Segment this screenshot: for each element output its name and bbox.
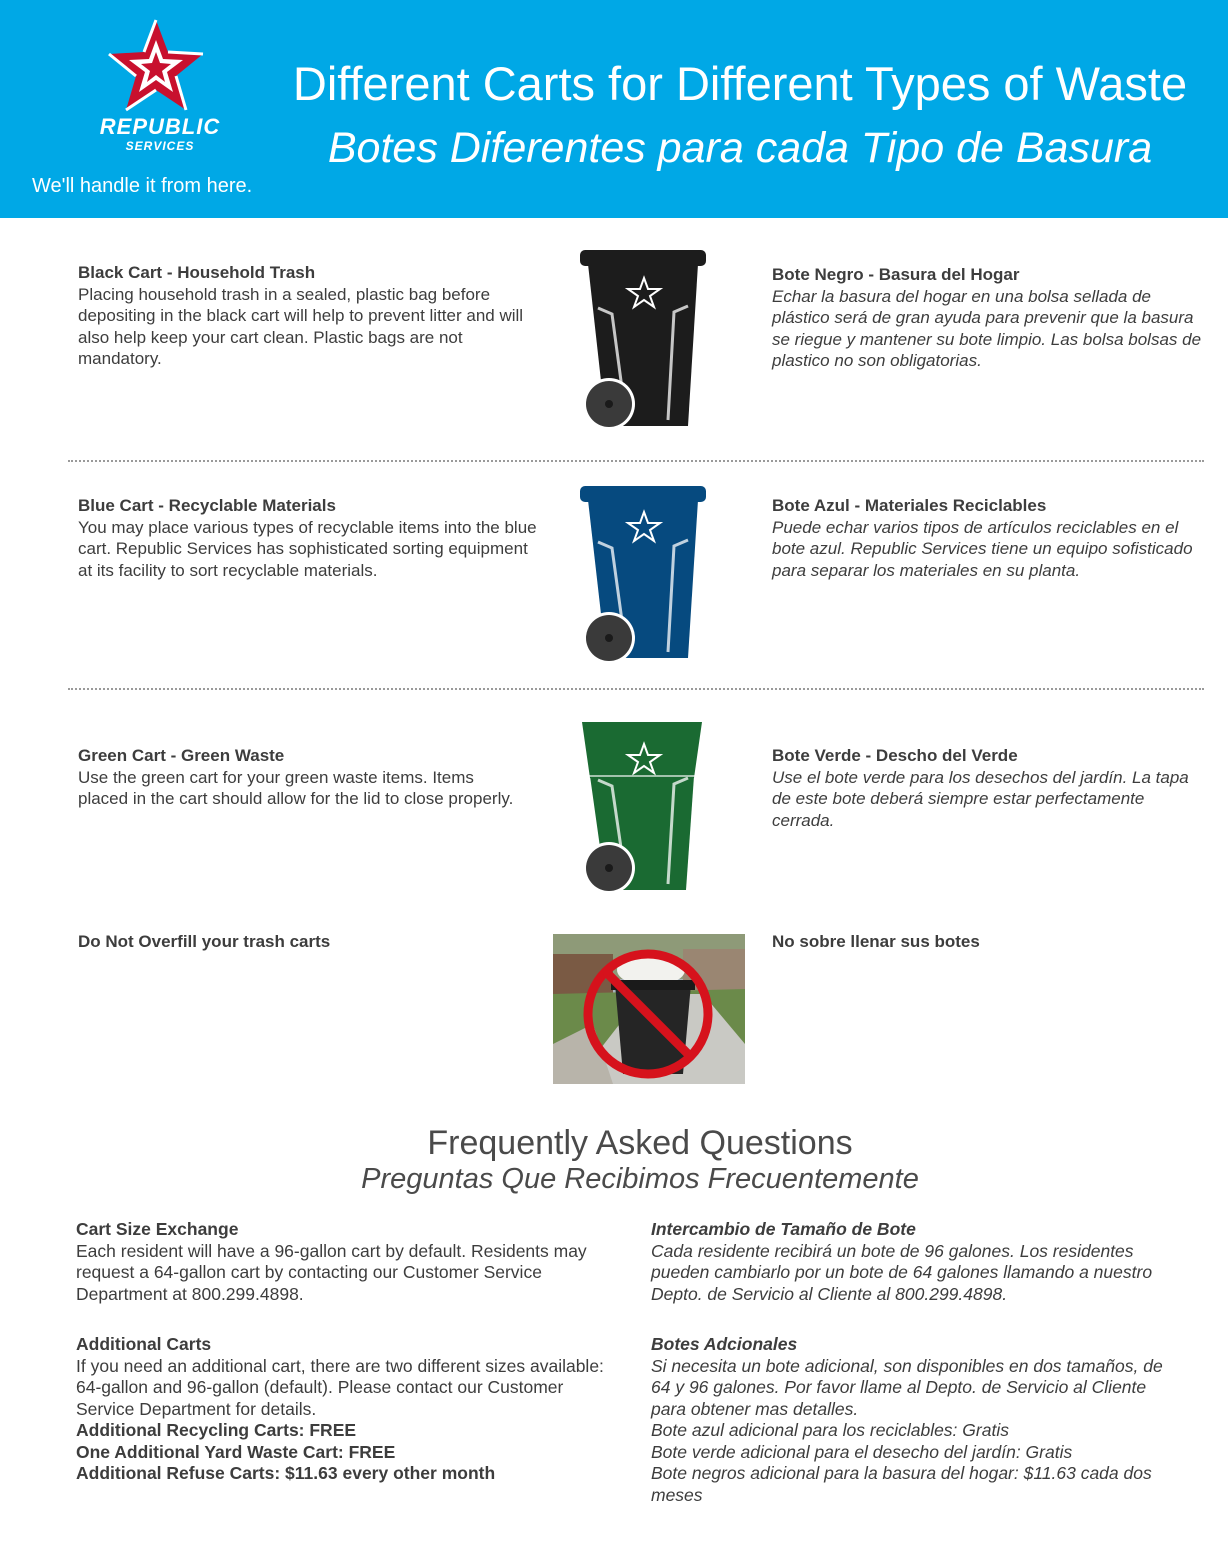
black-cart-heading: Black Cart - Household Trash <box>78 263 316 282</box>
pricing-line: One Additional Yard Waste Cart: FREE <box>76 1441 396 1462</box>
star-logo-icon <box>106 18 206 113</box>
blue-cart-image <box>576 484 710 666</box>
faq-body-es: Si necesita un bote adicional, son disponibles en dos tamaños, de 64 y 96 galones. Por favor llame al Depto. de Servicio al Cliente para obtener mas detalles. <box>651 1355 1163 1419</box>
black-cart-heading-es: Bote Negro - Basura del Hogar <box>772 265 1020 284</box>
faq-heading-es: Botes Adcionales <box>651 1334 798 1354</box>
faq-cart-size-exchange-es <box>651 1219 1181 1305</box>
pricing-line: Additional Recycling Carts: FREE <box>76 1420 357 1440</box>
green-cart-heading: Green Cart - Green Waste <box>78 746 285 765</box>
faq-additional-carts <box>76 1334 606 1485</box>
faq-cart-size-exchange <box>76 1219 606 1305</box>
brand-sub: SERVICES <box>125 139 195 153</box>
section-divider <box>68 460 1204 462</box>
faq-body: Each resident will have a 96-gallon cart by default. Residents may request a 64-gallon cart by contacting our Customer Service Department at 800.299.4898. <box>76 1240 587 1304</box>
blue-cart-heading: Blue Cart - Recyclable Materials <box>78 496 336 515</box>
section-divider <box>68 688 1204 690</box>
green-cart-english <box>78 745 518 810</box>
faq-additional-carts-es <box>651 1334 1181 1506</box>
faq-title: Frequently Asked Questions <box>427 1124 853 1162</box>
blue-cart-spanish <box>772 495 1207 581</box>
faq-body-es: Cada residente recibirá un bote de 96 galones. Los residentes pueden cambiarlo por un bote de 64 galones llamando a nuestro Depto. de Servicio al Cliente al 800.299.4898. <box>651 1240 1153 1304</box>
page-title-spanish: Botes Diferentes para cada Tipo de Basura <box>327 124 1153 172</box>
black-cart-body-es: Echar la basura del hogar en una bolsa sellada de plástico será de gran ayuda para prevenir que la basura se riegue y mantener su bote limpio. Las bolsa bolsas de plastico no son obligatorias. <box>772 286 1202 370</box>
green-cart-image <box>576 718 710 896</box>
overfill-warning-es: No sobre llenar sus botes <box>772 932 980 951</box>
overfill-warning: Do Not Overfill your trash carts <box>78 932 331 951</box>
faq-heading-es: Intercambio de Tamaño de Bote <box>651 1219 916 1239</box>
green-cart-body: Use the green cart for your green waste items. Items placed in the cart should allow for the lid to close properly. <box>78 767 514 808</box>
republic-services-logo <box>70 18 245 158</box>
black-cart-spanish <box>772 264 1207 372</box>
faq-heading: Cart Size Exchange <box>76 1219 239 1239</box>
blue-cart-body-es: Puede echar varios tipos de artículos reciclables en el bote azul. Republic Services tiene un equipo sofisticado para separar los materiales en su planta. <box>772 517 1193 580</box>
green-cart-heading-es: Bote Verde - Descho del Verde <box>772 746 1018 765</box>
pricing-line-es: Bote negros adicional para la basura del hogar: $11.63 cada dos meses <box>651 1463 1152 1505</box>
black-cart-english <box>78 262 538 370</box>
pricing-line-es: Bote azul adicional para los reciclables: Gratis <box>651 1420 1009 1440</box>
black-cart-image <box>576 248 710 430</box>
page-title: Different Carts for Different Types of Waste <box>292 57 1188 110</box>
faq-heading: Additional Carts <box>76 1334 212 1354</box>
green-cart-spanish <box>772 745 1192 831</box>
green-cart-body-es: Use el bote verde para los desechos del jardín. La tapa de este bote deberá siempre estar perfectamente cerrada. <box>772 767 1189 830</box>
blue-cart-body: You may place various types of recyclable items into the blue cart. Republic Services has sophisticated sorting equipment at its facility to sort recyclable materials. <box>78 517 537 580</box>
overfilled-cart-photo <box>553 934 745 1084</box>
black-cart-body: Placing household trash in a sealed, plastic bag before depositing in the black cart will help to prevent litter and will also help keep your cart clean. Plastic bags are not mandatory. <box>78 284 524 368</box>
blue-cart-heading-es: Bote Azul - Materiales Reciclables <box>772 496 1047 515</box>
blue-cart-english <box>78 495 538 581</box>
header-banner <box>0 0 1228 218</box>
faq-subtitle: Preguntas Que Recibimos Frecuentemente <box>361 1163 919 1195</box>
faq-body: If you need an additional cart, there are two different sizes available: 64-gallon and 96-gallon (default). Please contact our Customer Service Department for details. <box>76 1355 604 1419</box>
pricing-line: Additional Refuse Carts: $11.63 every other month <box>76 1463 496 1483</box>
brand-name: REPUBLIC <box>99 114 221 139</box>
tagline: We'll handle it from here. <box>32 175 253 197</box>
pricing-line-es: Bote verde adicional para el desecho del jardín: Gratis <box>651 1441 1073 1462</box>
